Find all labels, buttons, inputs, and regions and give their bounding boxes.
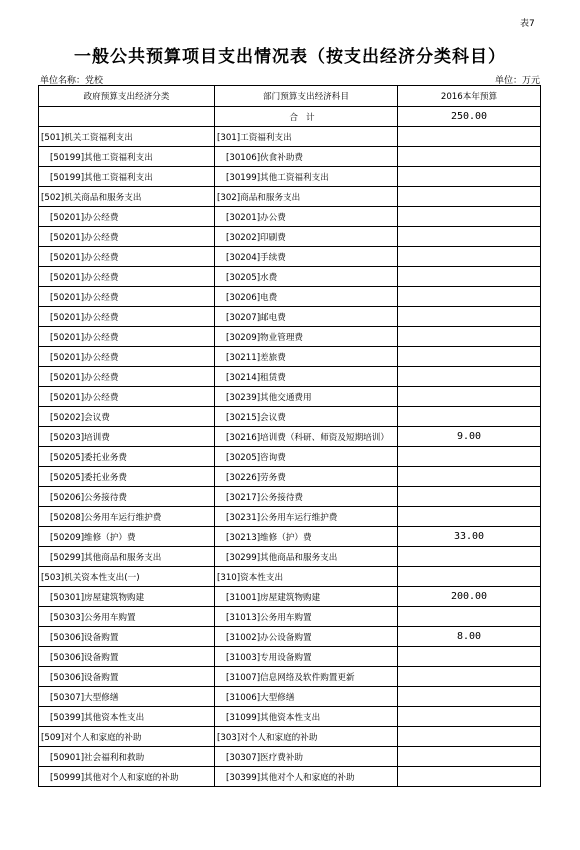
gov-class-cell: [50307]大型修缮 xyxy=(39,687,215,707)
budget-value-cell xyxy=(398,127,541,147)
gov-class-cell: [50306]设备购置 xyxy=(39,627,215,647)
budget-value-cell: 9.00 xyxy=(398,427,541,447)
page-number: 表7 xyxy=(520,19,535,29)
table-row xyxy=(39,487,541,507)
gov-class-cell: [50399]其他资本性支出 xyxy=(39,707,215,727)
gov-class-cell: [50303]公务用车购置 xyxy=(39,607,215,627)
table-row xyxy=(39,727,541,747)
dept-class-cell: [301]工资福利支出 xyxy=(215,127,398,147)
gov-class-cell: [50301]房屋建筑物购建 xyxy=(39,587,215,607)
dept-class-cell: [31013]公务用车购置 xyxy=(215,607,398,627)
gov-class-cell: [50201]办公经费 xyxy=(39,327,215,347)
dept-class-cell: [30205]水费 xyxy=(215,267,398,287)
dept-class-cell: [30216]培训费（科研、师资及短期培训） xyxy=(215,427,398,447)
dept-class-cell: [30204]手续费 xyxy=(215,247,398,267)
gov-class-cell: [50901]社会福利和救助 xyxy=(39,747,215,767)
table-row xyxy=(39,247,541,267)
gov-class-cell: [50201]办公经费 xyxy=(39,287,215,307)
gov-class-cell: [50201]办公经费 xyxy=(39,347,215,367)
budget-value-cell xyxy=(398,167,541,187)
dept-class-cell: [302]商品和服务支出 xyxy=(215,187,398,207)
gov-class-cell: [501]机关工资福利支出 xyxy=(39,127,215,147)
gov-class-cell: [50203]培训费 xyxy=(39,427,215,447)
budget-value-cell xyxy=(398,447,541,467)
table-row xyxy=(39,687,541,707)
gov-class-cell: [50202]会议费 xyxy=(39,407,215,427)
budget-value-cell xyxy=(398,307,541,327)
dept-class-cell: [30209]物业管理费 xyxy=(215,327,398,347)
budget-value-cell: 8.00 xyxy=(398,627,541,647)
dept-class-cell: [30201]办公费 xyxy=(215,207,398,227)
table-row xyxy=(39,707,541,727)
gov-class-cell: [509]对个人和家庭的补助 xyxy=(39,727,215,747)
table-row xyxy=(39,167,541,187)
dept-class-cell: [30106]伙食补助费 xyxy=(215,147,398,167)
budget-value-cell xyxy=(398,647,541,667)
table-row xyxy=(39,127,541,147)
table-row xyxy=(39,327,541,347)
dept-class-cell: [30211]差旅费 xyxy=(215,347,398,367)
table-row xyxy=(39,747,541,767)
table-row xyxy=(39,207,541,227)
table-row xyxy=(39,587,541,607)
gov-class-cell: [50206]公务接待费 xyxy=(39,487,215,507)
dept-class-cell: [303]对个人和家庭的补助 xyxy=(215,727,398,747)
total-value: 250.00 xyxy=(398,107,541,127)
dept-class-cell: [30213]维修（护）费 xyxy=(215,527,398,547)
budget-value-cell xyxy=(398,147,541,167)
column-header-gov-class: 政府预算支出经济分类 xyxy=(39,86,215,107)
total-empty-cell xyxy=(39,107,215,127)
dept-class-cell: [30199]其他工资福利支出 xyxy=(215,167,398,187)
table-row xyxy=(39,567,541,587)
dept-class-cell: [30299]其他商品和服务支出 xyxy=(215,547,398,567)
budget-value-cell xyxy=(398,687,541,707)
budget-value-cell xyxy=(398,727,541,747)
table-row xyxy=(39,227,541,247)
budget-value-cell xyxy=(398,667,541,687)
gov-class-cell: [503]机关资本性支出(一) xyxy=(39,567,215,587)
table-row xyxy=(39,147,541,167)
currency-unit: 单位：万元 xyxy=(494,76,540,86)
column-header-budget: 2016本年预算 xyxy=(398,86,541,107)
gov-class-cell: [50199]其他工资福利支出 xyxy=(39,147,215,167)
table-row xyxy=(39,267,541,287)
budget-value-cell xyxy=(398,607,541,627)
dept-class-cell: [310]资本性支出 xyxy=(215,567,398,587)
dept-class-cell: [30226]劳务费 xyxy=(215,467,398,487)
dept-class-cell: [30231]公务用车运行维护费 xyxy=(215,507,398,527)
dept-class-cell: [31001]房屋建筑物购建 xyxy=(215,587,398,607)
budget-value-cell xyxy=(398,247,541,267)
gov-class-cell: [50208]公务用车运行维护费 xyxy=(39,507,215,527)
dept-class-cell: [30205]咨询费 xyxy=(215,447,398,467)
budget-value-cell: 200.00 xyxy=(398,587,541,607)
dept-class-cell: [30217]公务接待费 xyxy=(215,487,398,507)
gov-class-cell: [50201]办公经费 xyxy=(39,267,215,287)
budget-value-cell xyxy=(398,707,541,727)
table-body xyxy=(39,107,541,787)
table-row xyxy=(39,467,541,487)
table-row xyxy=(39,287,541,307)
gov-class-cell: [50201]办公经费 xyxy=(39,387,215,407)
gov-class-cell: [50299]其他商品和服务支出 xyxy=(39,547,215,567)
dept-class-cell: [30207]邮电费 xyxy=(215,307,398,327)
budget-value-cell xyxy=(398,467,541,487)
budget-value-cell xyxy=(398,507,541,527)
page-title: 一般公共预算项目支出情况表（按支出经济分类科目） xyxy=(74,47,506,67)
table-row xyxy=(39,627,541,647)
table-row xyxy=(39,187,541,207)
budget-value-cell xyxy=(398,227,541,247)
gov-class-cell: [50306]设备购置 xyxy=(39,667,215,687)
dept-class-cell: [30239]其他交通费用 xyxy=(215,387,398,407)
column-header-dept-class: 部门预算支出经济科目 xyxy=(215,86,398,107)
gov-class-cell: [50201]办公经费 xyxy=(39,247,215,267)
dept-class-cell: [30214]租赁费 xyxy=(215,367,398,387)
gov-class-cell: [50999]其他对个人和家庭的补助 xyxy=(39,767,215,787)
dept-class-cell: [30215]会议费 xyxy=(215,407,398,427)
budget-value-cell xyxy=(398,547,541,567)
budget-value-cell xyxy=(398,327,541,347)
budget-value-cell xyxy=(398,487,541,507)
dept-class-cell: [30202]印刷费 xyxy=(215,227,398,247)
unit-name: 单位名称：党校 xyxy=(40,76,104,86)
gov-class-cell: [50201]办公经费 xyxy=(39,227,215,247)
gov-class-cell: [50201]办公经费 xyxy=(39,307,215,327)
budget-value-cell xyxy=(398,187,541,207)
budget-value-cell xyxy=(398,387,541,407)
table-row xyxy=(39,407,541,427)
dept-class-cell: [31007]信息网络及软件购置更新 xyxy=(215,667,398,687)
gov-class-cell: [50201]办公经费 xyxy=(39,207,215,227)
table-row xyxy=(39,307,541,327)
budget-value-cell xyxy=(398,747,541,767)
dept-class-cell: [30399]其他对个人和家庭的补助 xyxy=(215,767,398,787)
budget-value-cell xyxy=(398,567,541,587)
table-row xyxy=(39,347,541,367)
total-row xyxy=(39,107,541,127)
table-row xyxy=(39,507,541,527)
table-row xyxy=(39,447,541,467)
gov-class-cell: [502]机关商品和服务支出 xyxy=(39,187,215,207)
budget-value-cell xyxy=(398,207,541,227)
budget-value-cell xyxy=(398,767,541,787)
budget-value-cell xyxy=(398,367,541,387)
table-row xyxy=(39,367,541,387)
dept-class-cell: [31099]其他资本性支出 xyxy=(215,707,398,727)
budget-value-cell xyxy=(398,287,541,307)
table-row xyxy=(39,527,541,547)
table-row xyxy=(39,647,541,667)
table-row xyxy=(39,387,541,407)
gov-class-cell: [50201]办公经费 xyxy=(39,367,215,387)
total-label: 合计 xyxy=(215,107,398,127)
budget-value-cell xyxy=(398,347,541,367)
budget-value-cell xyxy=(398,407,541,427)
table-row xyxy=(39,607,541,627)
budget-value-cell xyxy=(398,267,541,287)
table-row xyxy=(39,427,541,447)
dept-class-cell: [31003]专用设备购置 xyxy=(215,647,398,667)
gov-class-cell: [50199]其他工资福利支出 xyxy=(39,167,215,187)
budget-table xyxy=(38,85,541,787)
dept-class-cell: [31006]大型修缮 xyxy=(215,687,398,707)
gov-class-cell: [50209]维修（护）费 xyxy=(39,527,215,547)
table-header-row xyxy=(39,86,541,107)
dept-class-cell: [30206]电费 xyxy=(215,287,398,307)
dept-class-cell: [30307]医疗费补助 xyxy=(215,747,398,767)
table-row xyxy=(39,547,541,567)
budget-value-cell: 33.00 xyxy=(398,527,541,547)
gov-class-cell: [50205]委托业务费 xyxy=(39,467,215,487)
table-row xyxy=(39,667,541,687)
table-row xyxy=(39,767,541,787)
dept-class-cell: [31002]办公设备购置 xyxy=(215,627,398,647)
gov-class-cell: [50306]设备购置 xyxy=(39,647,215,667)
gov-class-cell: [50205]委托业务费 xyxy=(39,447,215,467)
